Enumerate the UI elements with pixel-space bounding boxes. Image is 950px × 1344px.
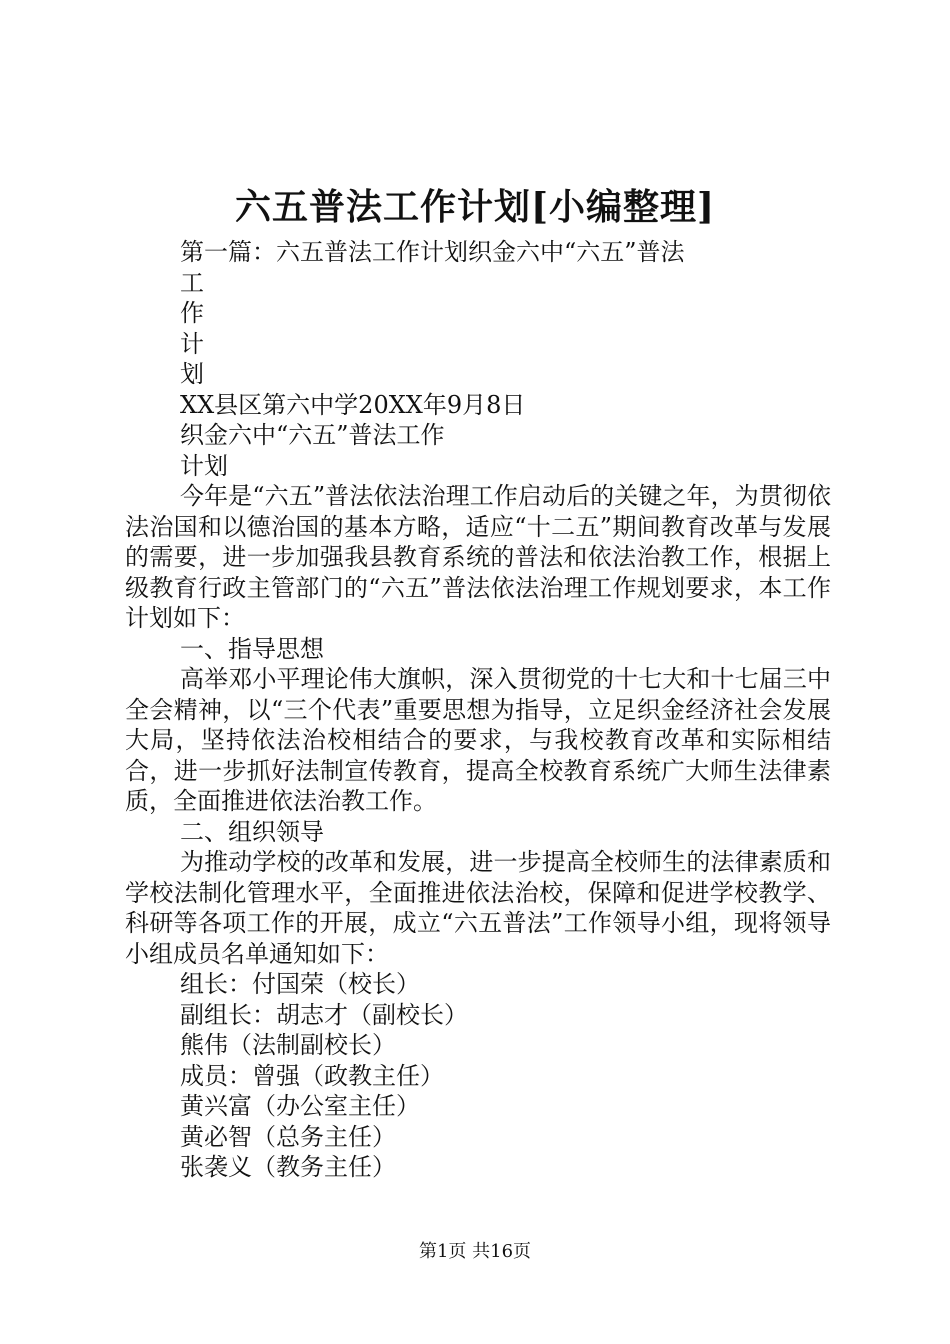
member-line: 黄兴富（办公室主任） xyxy=(180,1092,420,1120)
member-line: 黄必智（总务主任） xyxy=(180,1122,396,1151)
body-line: XX县区第六中学20XX年9月8日 xyxy=(180,390,526,419)
body-line: 作 xyxy=(180,299,204,327)
section-heading: 二、组织领导 xyxy=(180,817,324,846)
body-line: 计 xyxy=(180,329,204,358)
member-line: 组长：付国荣（校长） xyxy=(180,970,420,998)
body-paragraph: 今年是“六五”普法依法治理工作启动后的关键之年，为贯彻依法治国和以德治国的基本方略，适应“十二五”期间教育改革与发展的需要，进一步加强我县教育系统的普法和依法治教工作，根据上级教育行政主管部门的“六五”普法依法治理工作规划要求，本工作计划如下： xyxy=(125,482,831,632)
member-line: 熊伟（法制副校长） xyxy=(180,1031,396,1059)
body-line: 工 xyxy=(180,268,204,297)
body-line: 计划 xyxy=(180,451,228,480)
body-line: 第一篇：六五普法工作计划织金六中“六五”普法 xyxy=(180,238,685,266)
member-line: 成员：曾强（政教主任） xyxy=(180,1061,444,1090)
body-paragraph: 为推动学校的改革和发展，进一步提高全校师生的法律素质和学校法制化管理水平，全面推进依法治校，保障和促进学校教学、科研等各项工作的开展，成立“六五普法”工作领导小组，现将领导小组成员名单通知如下： xyxy=(125,848,831,968)
body-line: 织金六中“六五”普法工作 xyxy=(180,421,445,449)
page-footer: 第1页 共16页 xyxy=(418,1241,532,1262)
member-line: 张袭义（教务主任） xyxy=(180,1153,396,1181)
document-body xyxy=(125,237,831,1183)
section-heading: 一、指导思想 xyxy=(180,634,324,663)
document-title: 六五普法工作计划[小编整理] xyxy=(234,186,716,228)
body-line: 划 xyxy=(180,360,204,388)
body-paragraph: 高举邓小平理论伟大旗帜，深入贯彻党的十七大和十七届三中全会精神，以“三个代表”重要思想为指导，立足织金经济社会发展大局，坚持依法治校相结合的要求，与我校教育改革和实际相结合，进一步抓好法制宣传教育，提高全校教育系统广大师生法律素质，全面推进依法治教工作。 xyxy=(125,665,831,815)
member-line: 副组长：胡志才（副校长） xyxy=(180,1000,468,1029)
